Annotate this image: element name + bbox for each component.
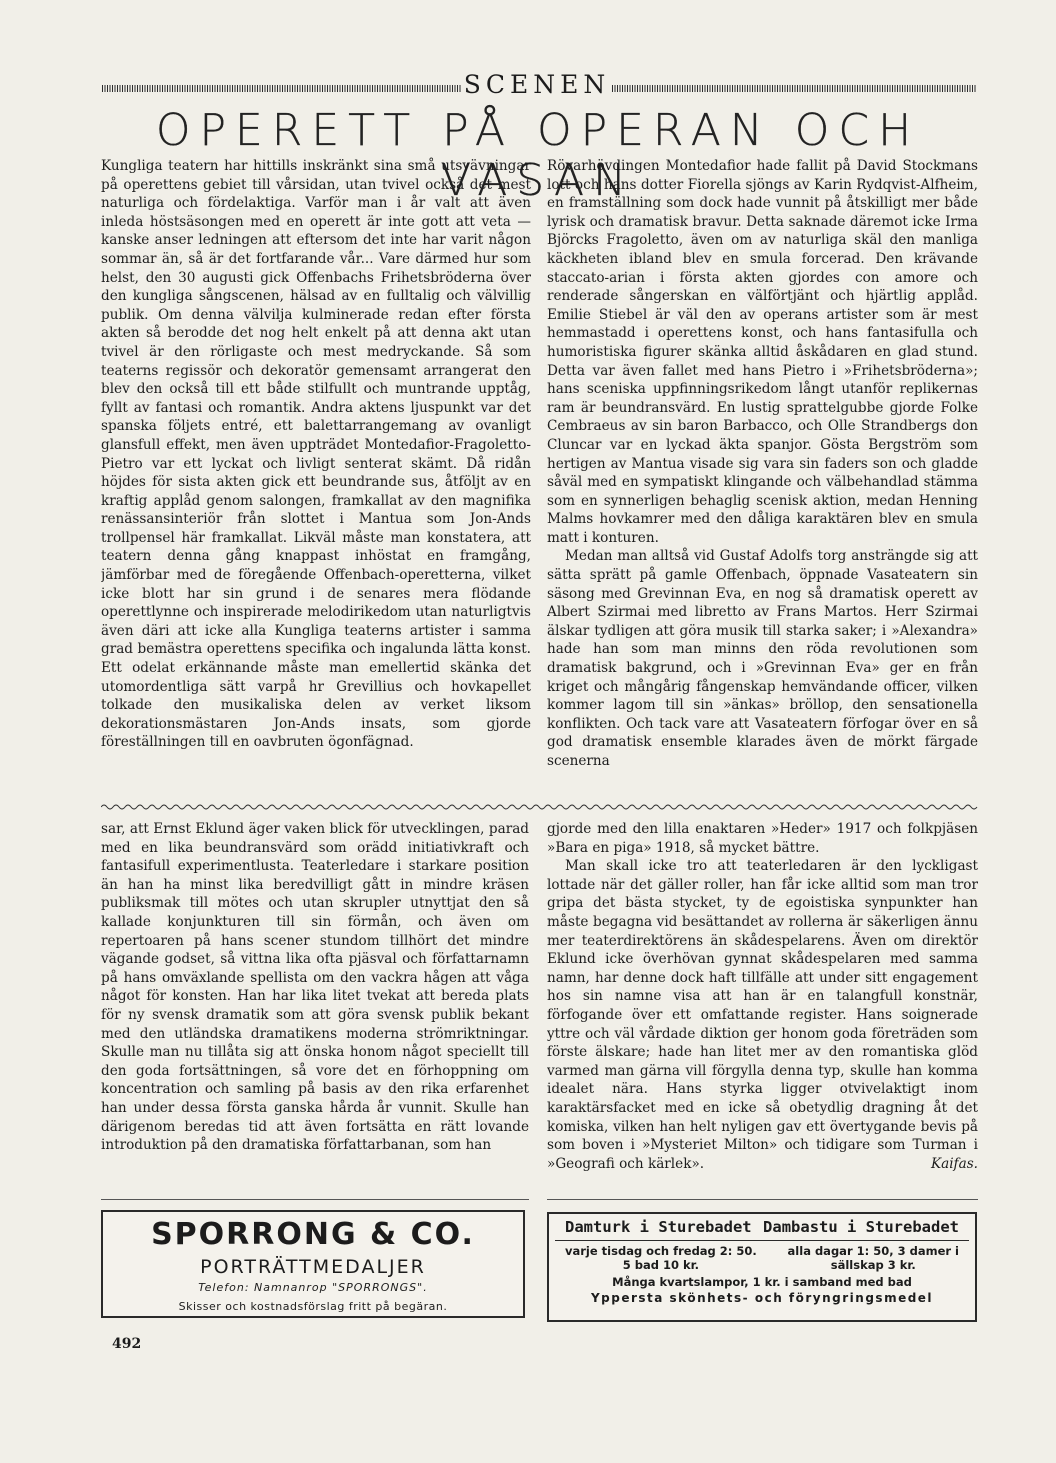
ad-slogan: Yppersta skönhets- och föryngringsmedel xyxy=(590,1291,934,1305)
ad-telephone: Telefon: Namnanrop "SPORRONGS". xyxy=(198,1281,428,1294)
paragraph: Rövarhövdingen Montedafior hade fallit på David Stockmans lott och hans dotter Fiorella sjöngs av Karin Rydqvist-Alfheim, en framställning som dock hade vunnit på åtskilligt mer både lyrisk och dramatisk bravur. Detta saknade däremot icke Irma Björcks Fragoletto, även om av naturliga skäl den manliga käckheten ibland blev en smula forcerad. Den krävande staccato-arian i första akten gjordes con amore och renderade sångerskan en välförtjänt och hjärtlig applåd. Emilie Stiebel är väl den av operans artister som är mest hemmastadd i operettens konst, och hans fantasifulla och humoristiska figurer skänka alltid åskådaren en glad stund. Detta var även fallet med hans Pietro i »Frihetsbröderna»; hans sceniska uppfinningsrikedom långt utanför replikernas ram är beundransvärd. En lustig sprattelgubbe gjorde Folke Cembraeus av sin baron Barbacco, och Olle Strandbergs don Cluncar var en lyckad äkta spanjor. Gösta Bergström som hertigen av Mantua visade sig vara sin faders son och gladde såväl med en sympatiskt klingande och välbehandlad stämma som en synnerligen behaglig scenisk aktion, medan Henning Malms hovkamrer med den dåliga karaktären blev en smula matt i konturen. xyxy=(547,158,978,546)
ad-company-name: SPORRONG & CO. xyxy=(151,1217,475,1252)
page-number: 492 xyxy=(112,1336,142,1352)
ad-text: sällskap 3 kr. xyxy=(830,1258,916,1272)
ad-price-left xyxy=(565,1244,757,1272)
column-bottom-right xyxy=(547,820,978,1200)
header-rule-right xyxy=(612,85,976,92)
ad-text: varje tisdag och fredag 2: 50. xyxy=(565,1244,757,1258)
article-title: OPERETT PÅ OPERAN OCH VASAN xyxy=(155,105,921,206)
rule-bottom-left xyxy=(101,1199,529,1200)
ad-price-right xyxy=(788,1244,959,1272)
author-signature: Kaifas. xyxy=(930,1156,978,1173)
column-top-left xyxy=(101,157,531,799)
paragraph: gjorde med den lilla enaktaren »Heder» 1917 och folkpjäsen »Bara en piga» 1918, så mycket bättre. xyxy=(547,821,978,856)
ad-title-left: Damturk i Sturebadet xyxy=(565,1218,752,1236)
ad-price-row xyxy=(549,1241,975,1272)
paragraph: Medan man alltså vid Gustaf Adolfs torg ansträngde sig att sätta sprätt på gamle Offenbach, öppnade Vasateatern sin säsong med Grevinnan Eva, en nog så dramatisk operett av Albert Szirmai med libretto av Frans Martos. Herr Szirmai älskar tydligen att göra musik till starka saker; i »Alexandra» hade han som man minns den röda revolutionen som dramatisk bakgrund, och i »Grevinnan Eva» ger en från kriget och mångårig fångenskap hemvändande officer, vilken kommer lagom till sin »änkas» bröllop, den sensationella konflikten. Och tack vare att Vasateatern förfogar över en så god dramatisk ensemble klarades även de mörkt färgade scenerna xyxy=(547,548,978,769)
column-bottom-left xyxy=(101,820,529,1200)
ad-text: 5 bad 10 kr. xyxy=(622,1258,700,1272)
header-rule-left xyxy=(102,85,462,92)
ad-text: alla dagar 1: 50, 3 damer i xyxy=(787,1244,959,1258)
ad-text: Många kvartslampor, 1 kr. i samband med bad xyxy=(612,1275,912,1289)
column-top-right xyxy=(547,157,978,799)
sporrong-advertisement xyxy=(101,1210,525,1318)
paragraph: sar, att Ernst Eklund äger vaken blick för utvecklingen, parad med en lika beundransvärd som orädd initiativkraft och fantasifull experimentlusta. Teaterledare i starkare position än han ha minst lika beredvilligt gått in mindre kräsen publiksmak till mötes och utan skrupler utnyttjat den så kallade konjunkturen till sin förmån, och även om repertoaren på hans scener stundom tillhört det mindre vägande godset, så vittna lika ofta pjäsval och författarnamn på hans omväxlande spellista om den vackra hågen att våga något för konsten. Han har lika litet tvekat att bereda plats för ny svensk dramatik som att göra svensk publik bekant med den utländska dramatikens moderna strömriktningar. Skulle man nu tillåta sig att önska honom något speciellt till den goda fortsättningen, så vore det en förhoppning om koncentration och samling på basis av den rika erfarenhet han under dessa första ganska hårda år vunnit. Skulle han därigenom beredas tid att även fortsätta en rätt lovande introduktion på den dramatiska författarbanan, som han xyxy=(101,821,529,1154)
paragraph: Kungliga teatern har hittills inskränkt sina små utsvävningar på operettens gebiet till vårsidan, utan tvivel också det mest naturliga och fördelaktiga. Varför man i år valt att även inleda höstsäsongen med en operett är inte gott att veta — kanske anser ledningen att eftersom det inte har varit någon sommar än, så är det fortfarande vår... Vare därmed hur som helst, den 30 augusti gick Offenbachs Frihetsbröderna över den kungliga sångscenen, hälsad av en fulltalig och välvillig publik. Om denna välvilja kulminerade redan efter första akten så berodde det nog helt enkelt på att denna akt utan tvivel är den rörligaste och mest medryckande. Så som teaterns regissör och dekoratör gemensamt arrangerat den blev den också till ett både stilfullt och muntrande upptåg, fyllt av fantasi och romantik. Andra aktens ljuspunkt var det spanska följets entré, ett balettarrangemang av ovanligt glansfull effekt, men även uppträdet Montedafior-Fragoletto-Pietro var ett lyckat och livligt senterat skämt. Då ridån höjdes för sista akten gick ett beundrande sus, åtföljt av en kraftig applåd genom salongen, framkallat av den magnifika renässansinteriör från slottet i Mantua som Jon-Ands trollpensel här framkallat. Likväl måste man konstatera, att teatern denna gång knappast inhöstat en framgång, jämförbar med de föregående Offenbach-operetterna, vilket icke blott har sin grund i de senares mera flödande operettlynne och inspirerade melodirikedom utan naturligtvis även däri att icke alla Kungliga teaterns artister i samma grad bemästra operettens specifika och ingalunda lätta konst. Ett odelat erkännande måste man emellertid skänka det utomordentliga sätt varpå hr Grevillius och hovkapellet tolkade den musikaliska delen av verket liksom dekorationsmästaren Jon-Ands insats, som gjorde föreställningen till en oavbruten ögonfägnad. xyxy=(101,158,531,751)
ad-subtitle: PORTRÄTTMEDALJER xyxy=(200,1256,426,1278)
paragraph: Man skall icke tro att teaterledaren är den lyckligast lottade när det gäller roller, han får icke alltid som man tror gripa det bästa stycket, ty de egoistiska synpunkter han måste begagna vid besättandet av rollerna är säkerligen ännu mer teaterdirektörens än skådespelarens. Även om direktör Eklund icke överhövan gynnat skådespelaren med samma namn, har denne dock haft tillfälle att under sitt engagement hos sin namne visa att han är en talangfull konstnär, förfogande över ett omfattande register. Hans soignerade yttre och väl vårdade diktion ger honom goda företräden som förste älskare; hade han litet mer av den romantiska glöd varmed man gärna vill förgylla denna typ, skulle han komma idealet nära. Hans styrka ligger otvivelaktigt inom karaktärsfacket med en icke så obetydlig dragning åt det komiska, vilken han helt nyligen gav ett övertygande bevis på som boven i »Mysteriet Milton» och tidigare som Turman i »Geografi och kärlek». xyxy=(547,858,978,1172)
ad-title-right: Dambastu i Sturebadet xyxy=(763,1218,959,1236)
sturebadet-advertisement xyxy=(547,1212,977,1322)
rule-bottom-right xyxy=(547,1199,978,1200)
ad-title-row xyxy=(555,1214,969,1241)
section-label: SCENEN xyxy=(463,70,611,99)
ad-note: Skisser och kostnadsförslag fritt på begäran. xyxy=(178,1300,448,1313)
wavy-divider xyxy=(101,802,978,812)
